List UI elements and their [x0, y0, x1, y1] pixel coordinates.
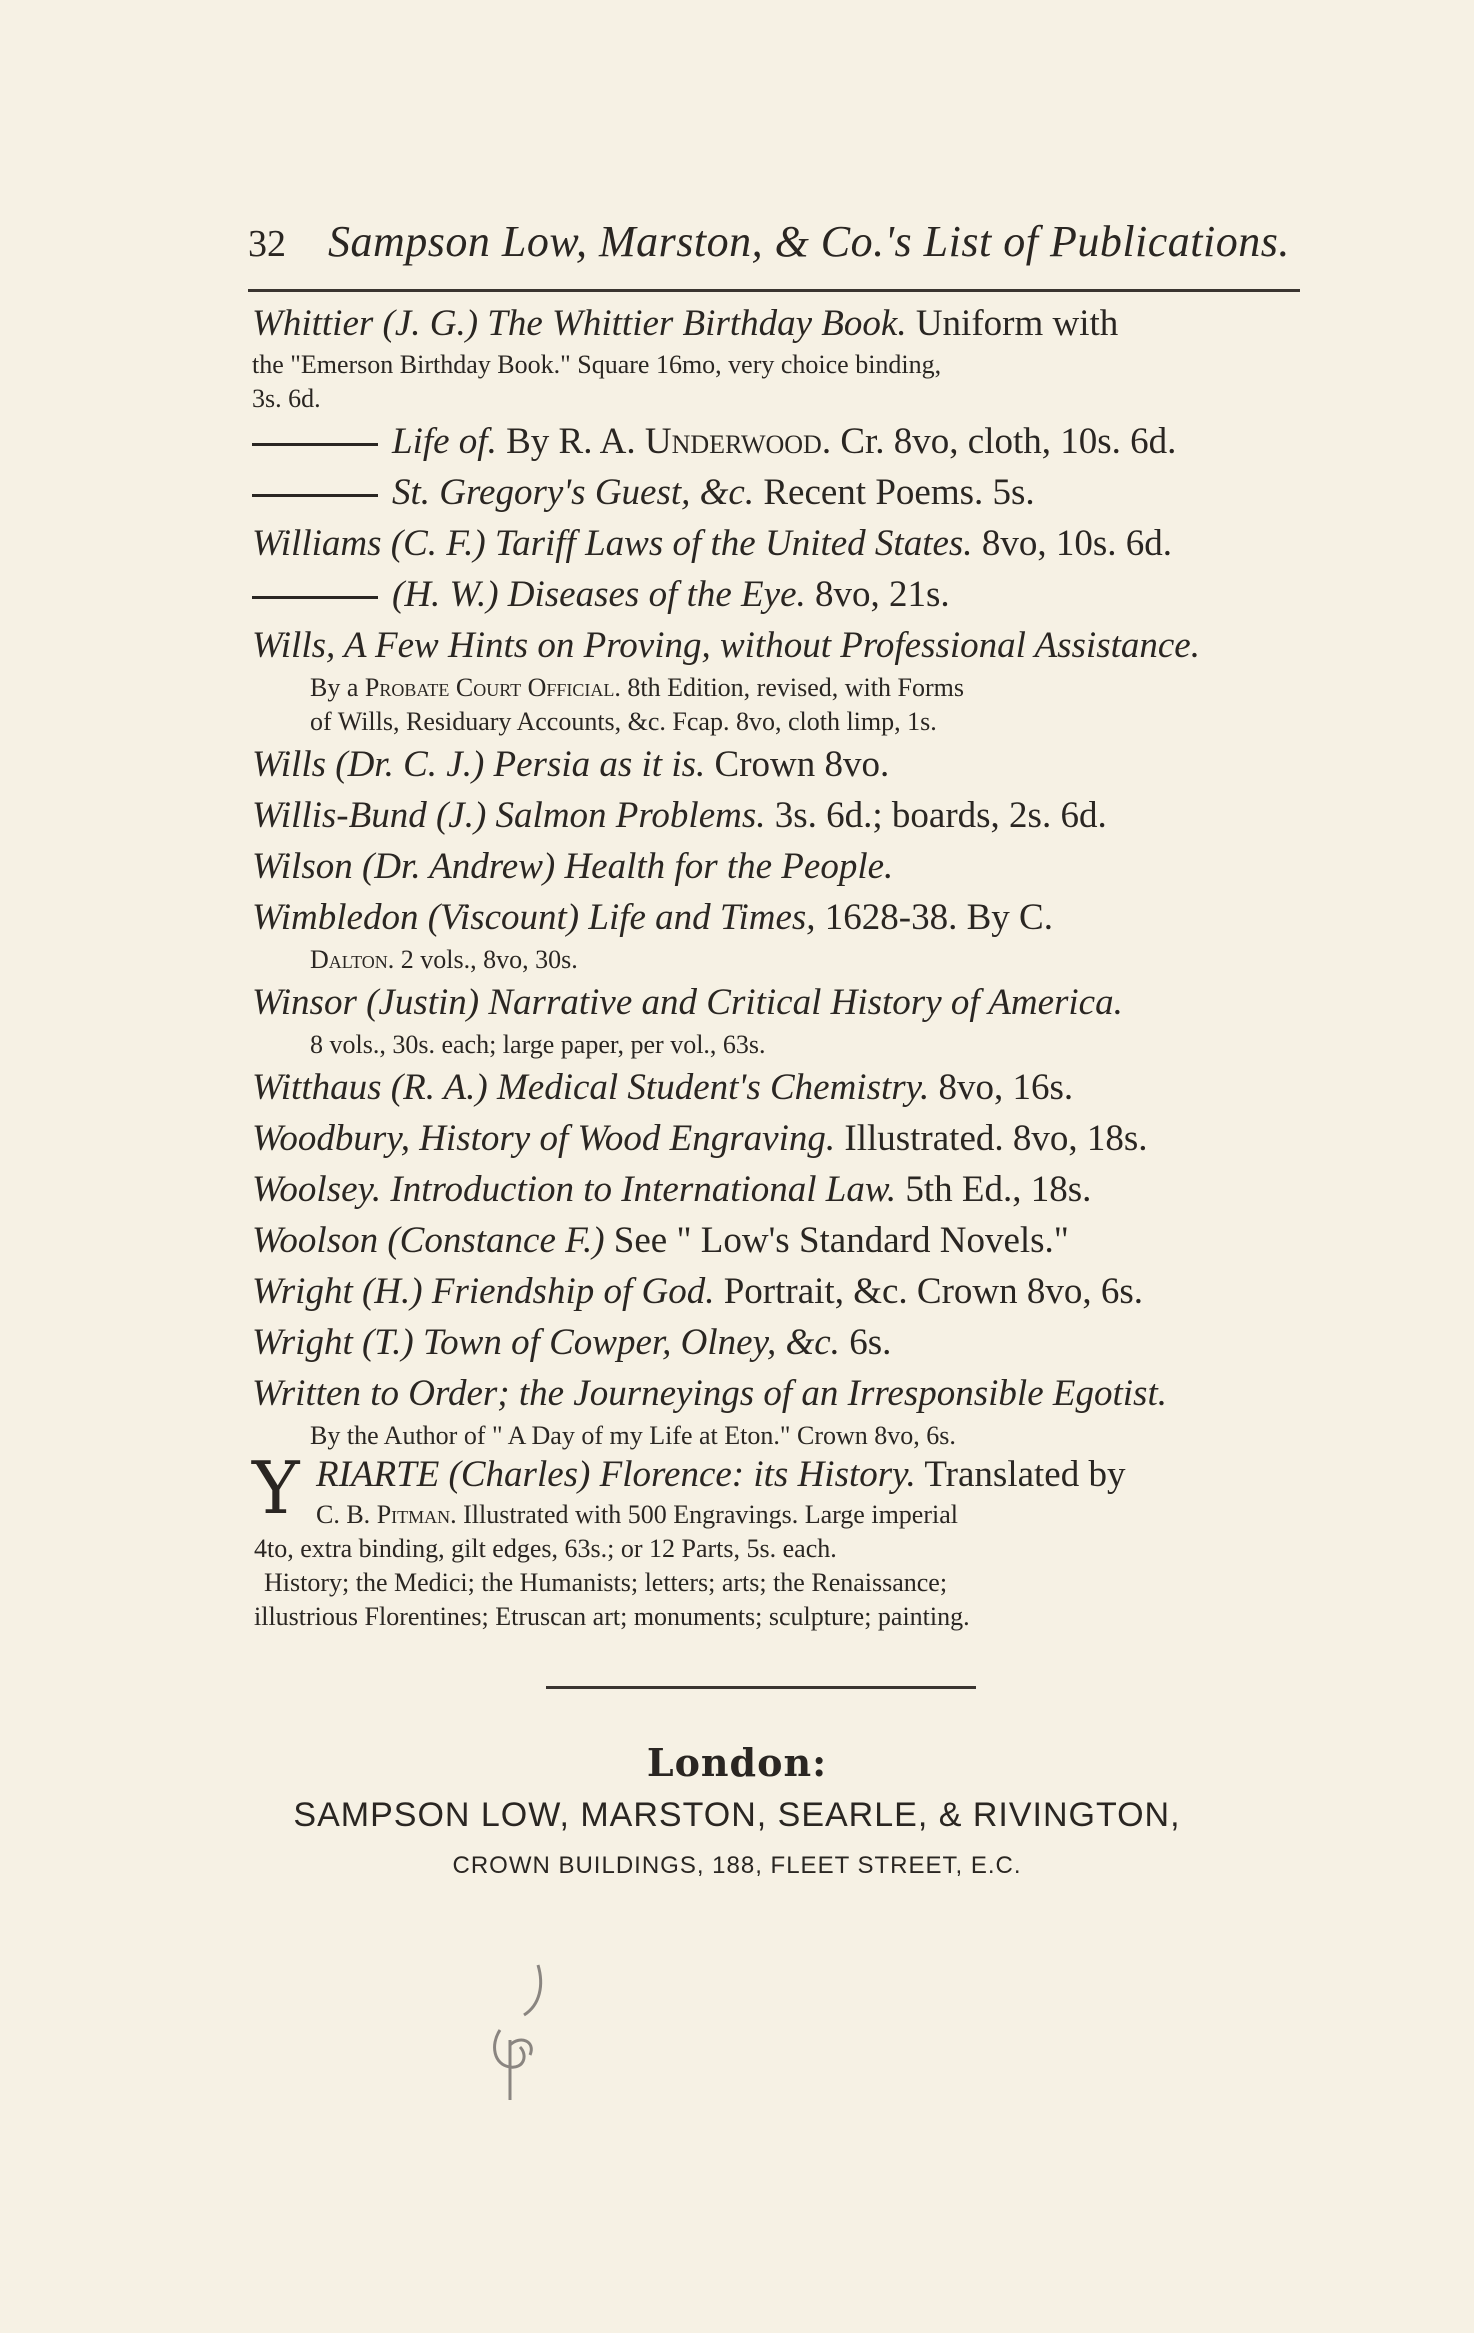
title-text: St. Gregory's Guest, &c. [392, 472, 755, 513]
title-text: Winsor (Justin) Narrative and Critical History of America. [252, 982, 1123, 1023]
publication-entry [252, 518, 1304, 569]
detail-text: 3s. 6d. [252, 384, 321, 413]
entry-line [252, 382, 1304, 416]
detail-text: By a [310, 673, 365, 702]
small-caps-text: Dalton. [310, 945, 395, 974]
title-text: Wright (T.) Town of Cowper, Olney, &c. [252, 1322, 840, 1363]
detail-text: 5th Ed., 18s. [896, 1169, 1092, 1210]
library-stamp-mark [480, 1955, 570, 2105]
publication-entry [252, 620, 1304, 739]
small-caps-text: Probate Court Official. [364, 673, 621, 702]
entry-line [252, 671, 1304, 705]
detail-text: 4to, extra binding, gilt edges, 63s.; or 12 Parts, 5s. each. [254, 1534, 837, 1563]
detail-text: 8vo, 21s. [805, 574, 950, 615]
entry-line [252, 1062, 1304, 1113]
entry-line [252, 1266, 1304, 1317]
publication-list [252, 300, 1304, 1453]
entry-line [254, 1566, 1306, 1600]
detail-text: 2 vols., 8vo, 30s. [394, 945, 578, 974]
title-text: Woodbury, History of Wood Engraving. [252, 1118, 836, 1159]
publication-entry [252, 790, 1304, 841]
entry-line [252, 1113, 1304, 1164]
imprint-address: CROWN BUILDINGS, 188, FLEET STREET, E.C. [452, 1852, 1022, 1879]
page-number: 32 [248, 223, 286, 265]
entry-line [252, 569, 1304, 620]
title-text: Wills, A Few Hints on Proving, without Professional Assistance. [252, 625, 1200, 666]
detail-text: 3s. 6d.; boards, 2s. 6d. [765, 795, 1107, 836]
title-text: Life of. [392, 421, 497, 462]
yriarte-text [254, 1452, 1306, 1634]
title-text: Wilson (Dr. Andrew) Health for the People. [252, 846, 894, 887]
detail-text: 1628-38. By C. [815, 897, 1053, 938]
entry-line [252, 892, 1304, 943]
title-text: (H. W.) Diseases of the Eye. [392, 574, 806, 615]
small-caps-text: Underwood. [644, 421, 832, 462]
imprint-place: London: [646, 1740, 828, 1785]
detail-text: 8vo, 16s. [929, 1067, 1074, 1108]
entry-line [252, 1317, 1304, 1368]
detail-text: By R. A. [496, 421, 645, 462]
small-caps-text: Pitman. [376, 1500, 457, 1529]
detail-text: the "Emerson Birthday Book." Square 16mo, very choice binding, [252, 350, 942, 379]
drop-cap: Y [252, 1446, 300, 1530]
publication-entry [252, 841, 1304, 892]
title-text: Wright (H.) Friendship of God. [252, 1271, 715, 1312]
publication-entry [252, 1266, 1304, 1317]
detail-text: Translated by [915, 1454, 1126, 1495]
entry-line [252, 977, 1304, 1028]
publication-entry [252, 467, 1304, 518]
entry-line [252, 1368, 1304, 1419]
publication-entry [252, 977, 1304, 1062]
entry-line [252, 518, 1304, 569]
publication-entry [252, 1368, 1304, 1453]
publication-entry [252, 1164, 1304, 1215]
detail-text: Illustrated. 8vo, 18s. [835, 1118, 1148, 1159]
detail-text: of Wills, Residuary Accounts, &c. Fcap. 8vo, cloth limp, 1s. [310, 707, 937, 736]
detail-text: 8th Edition, revised, with Forms [620, 673, 964, 702]
entry-line [252, 620, 1304, 671]
ditto-dash [252, 596, 378, 599]
detail-text: C. B. [316, 1500, 377, 1529]
detail-text: Portrait, &c. Crown 8vo, 6s. [714, 1271, 1144, 1312]
detail-text: Cr. 8vo, cloth, 10s. 6d. [831, 421, 1177, 462]
entry-line [252, 1028, 1304, 1062]
running-head [248, 210, 1300, 270]
detail-text: 8vo, 10s. 6d. [972, 523, 1172, 564]
title-text: Williams (C. F.) Tariff Laws of the United States. [252, 523, 973, 564]
detail-text: Crown 8vo. [705, 744, 890, 785]
header-rule [248, 289, 1300, 292]
entry-line [252, 1164, 1304, 1215]
imprint-publisher: SAMPSON LOW, MARSTON, SEARLE, & RIVINGTON, [293, 1796, 1181, 1834]
publication-entry [252, 739, 1304, 790]
entry-line [252, 790, 1304, 841]
entry-line [254, 1532, 1306, 1566]
detail-text: 8 vols., 30s. each; large paper, per vol., 63s. [310, 1030, 766, 1059]
publication-entry [252, 1062, 1304, 1113]
publication-entry [252, 1215, 1304, 1266]
entry-line [252, 739, 1304, 790]
entry-line [252, 300, 1304, 348]
publication-entry [252, 300, 1304, 416]
title-text: Wimbledon (Viscount) Life and Times, [252, 897, 816, 938]
entry-line [252, 416, 1304, 467]
title-text: Written to Order; the Journeyings of an Irresponsible Egotist. [252, 1373, 1167, 1414]
detail-text: See " Low's Standard Novels." [604, 1220, 1069, 1261]
title-text: Woolsey. Introduction to International Law. [252, 1169, 897, 1210]
entry-line [252, 467, 1304, 518]
entry-line [316, 1498, 1306, 1532]
detail-text: Uniform with [906, 303, 1119, 344]
publication-entry [252, 1113, 1304, 1164]
ditto-dash [252, 494, 378, 497]
detail-text: illustrious Florentines; Etruscan art; monuments; sculpture; painting. [254, 1602, 970, 1631]
entry-line [252, 1419, 1304, 1453]
detail-text: By the Author of " A Day of my Life at Eton." Crown 8vo, 6s. [310, 1421, 956, 1450]
running-title: Sampson Low, Marston, & Co.'s List of Publications. [328, 217, 1290, 266]
entry-line [252, 1215, 1304, 1266]
section-rule [546, 1686, 976, 1689]
publication-entry [252, 1317, 1304, 1368]
publication-entry [252, 569, 1304, 620]
title-text: Willis-Bund (J.) Salmon Problems. [252, 795, 766, 836]
detail-text: 6s. [839, 1322, 892, 1363]
title-text: Wills (Dr. C. J.) Persia as it is. [252, 744, 706, 785]
detail-text: History; the Medici; the Humanists; letters; arts; the Renaissance; [264, 1568, 948, 1597]
entry-line [252, 348, 1304, 382]
ditto-dash [252, 443, 378, 446]
entry-line [252, 705, 1304, 739]
detail-text: Illustrated with 500 Engravings. Large imperial [456, 1500, 958, 1529]
title-text: Witthaus (R. A.) Medical Student's Chemistry. [252, 1067, 930, 1108]
entry-line [254, 1600, 1306, 1634]
entry-line [252, 841, 1304, 892]
title-text: Whittier (J. G.) The Whittier Birthday Book. [252, 303, 907, 344]
entry-line [316, 1452, 1306, 1498]
detail-text: Recent Poems. 5s. [754, 472, 1035, 513]
title-text: RIARTE (Charles) Florence: its History. [316, 1454, 916, 1495]
publication-entry [252, 416, 1304, 467]
publication-entry [252, 892, 1304, 977]
title-text: Woolson (Constance F.) [252, 1220, 605, 1261]
entry-line [252, 943, 1304, 977]
